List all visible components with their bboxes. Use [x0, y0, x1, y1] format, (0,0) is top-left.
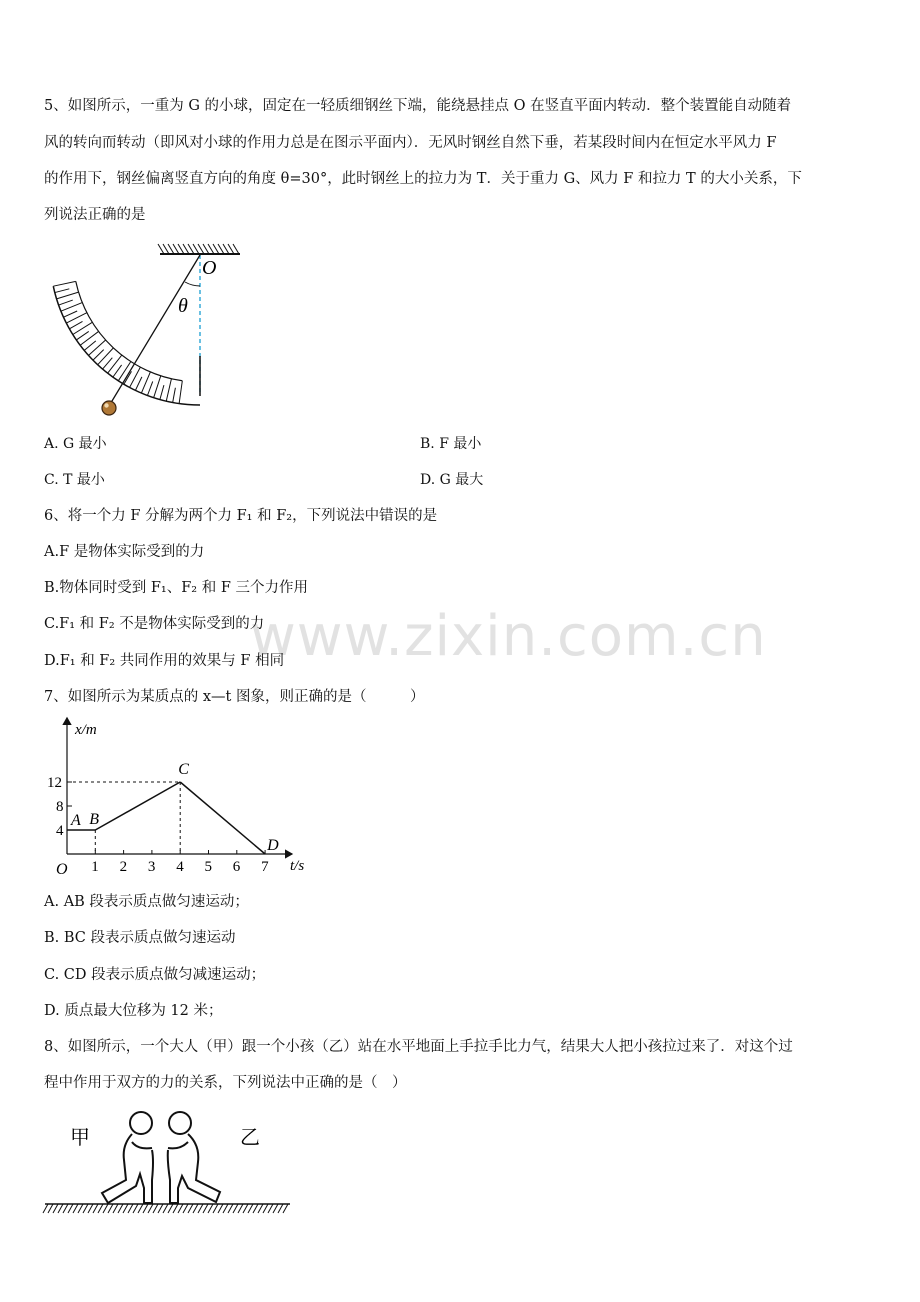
q5-option-d[interactable]: D. G 最大 [420, 472, 484, 488]
y-tick-label: 8 [56, 799, 64, 815]
q5-option-c[interactable]: C. T 最小 [44, 472, 105, 488]
q7-option-b[interactable]: B. BC 段表示质点做匀速运动 [44, 930, 236, 946]
x-tick-label: 6 [232, 859, 241, 875]
q5-line-4: 列说法正确的是 [44, 207, 146, 223]
y-tick-label: 4 [56, 823, 64, 839]
q5-line-1: 5、如图所示，一重为 G 的小球，固定在一轻质细钢丝下端，能绕悬挂点 O 在竖直平面内转动．整个装置能自动随着 [44, 98, 792, 114]
x-tick-label: 3 [147, 859, 156, 875]
angle-scale [53, 281, 182, 403]
x-tick-label: 5 [204, 859, 212, 875]
tug-figure [40, 1100, 300, 1220]
q8-line-2: 程中作用于双方的力的关系，下列说法中正确的是（ ） [44, 1075, 407, 1091]
x-axis-label: t/s [290, 858, 305, 874]
label-yi: 乙 [240, 1127, 260, 1149]
ceiling [158, 244, 240, 254]
q7-stem: 7、如图所示为某质点的 x—t 图象，则正确的是（ ） [44, 689, 425, 705]
q5-option-b[interactable]: B. F 最小 [420, 436, 482, 452]
point-label: C [178, 761, 189, 778]
q6-option-a[interactable]: A.F 是物体实际受到的力 [44, 544, 205, 560]
series-segment [95, 782, 180, 830]
steel-wire [109, 255, 200, 406]
label-jia: 甲 [70, 1127, 90, 1149]
adult-figure [102, 1112, 153, 1203]
label-o: O [202, 257, 217, 279]
point-label: B [89, 811, 100, 828]
point-label: A [71, 812, 81, 829]
origin-label: O [56, 861, 68, 878]
xt-chart [40, 712, 320, 882]
q5-option-a[interactable]: A. G 最小 [44, 436, 107, 452]
q7-option-c[interactable]: C. CD 段表示质点做匀减速运动； [44, 967, 266, 983]
label-theta: θ [178, 295, 188, 317]
q6-stem: 6、将一个力 F 分解为两个力 F₁ 和 F₂，下列说法中错误的是 [44, 508, 438, 524]
series-segment [180, 782, 265, 854]
x-tick-label: 2 [119, 859, 128, 875]
x-tick-label: 1 [91, 859, 99, 875]
point-label: D [267, 837, 279, 854]
q6-option-d[interactable]: D.F₁ 和 F₂ 共同作用的效果与 F 相同 [44, 653, 285, 669]
x-tick-label: 4 [176, 859, 184, 875]
q8-line-1: 8、如图所示，一个大人（甲）跟一个小孩（乙）站在水平地面上手拉手比力气，结果大人把小孩拉过来了．对这个过 [44, 1039, 793, 1055]
q6-option-c[interactable]: C.F₁ 和 F₂ 不是物体实际受到的力 [44, 616, 265, 632]
watermark: www.zixin.com.cn [250, 604, 767, 669]
y-tick-label: 12 [47, 775, 62, 791]
q6-option-b[interactable]: B.物体同时受到 F₁、F₂ 和 F 三个力作用 [44, 580, 309, 596]
q7-option-d[interactable]: D. 质点最大位移为 12 米； [44, 1003, 223, 1019]
ball [102, 401, 116, 415]
q5-line-2: 风的转向而转动（即风对小球的作用力总是在图示平面内）．无风时钢丝自然下垂，若某段时间内在恒定水平风力 F [44, 135, 777, 151]
child-figure [168, 1112, 220, 1203]
pendulum-figure [40, 236, 250, 421]
x-tick-label: 7 [261, 859, 269, 875]
y-axis-label: x/m [75, 722, 97, 738]
q7-option-a[interactable]: A. AB 段表示质点做匀速运动； [44, 894, 249, 910]
q5-line-3: 的作用下，钢丝偏离竖直方向的角度 θ=30°，此时钢丝上的拉力为 T．关于重力 G、风力 F 和拉力 T 的大小关系，下 [44, 171, 802, 187]
ground-hatch [43, 1204, 288, 1213]
theta-arc [185, 282, 200, 286]
